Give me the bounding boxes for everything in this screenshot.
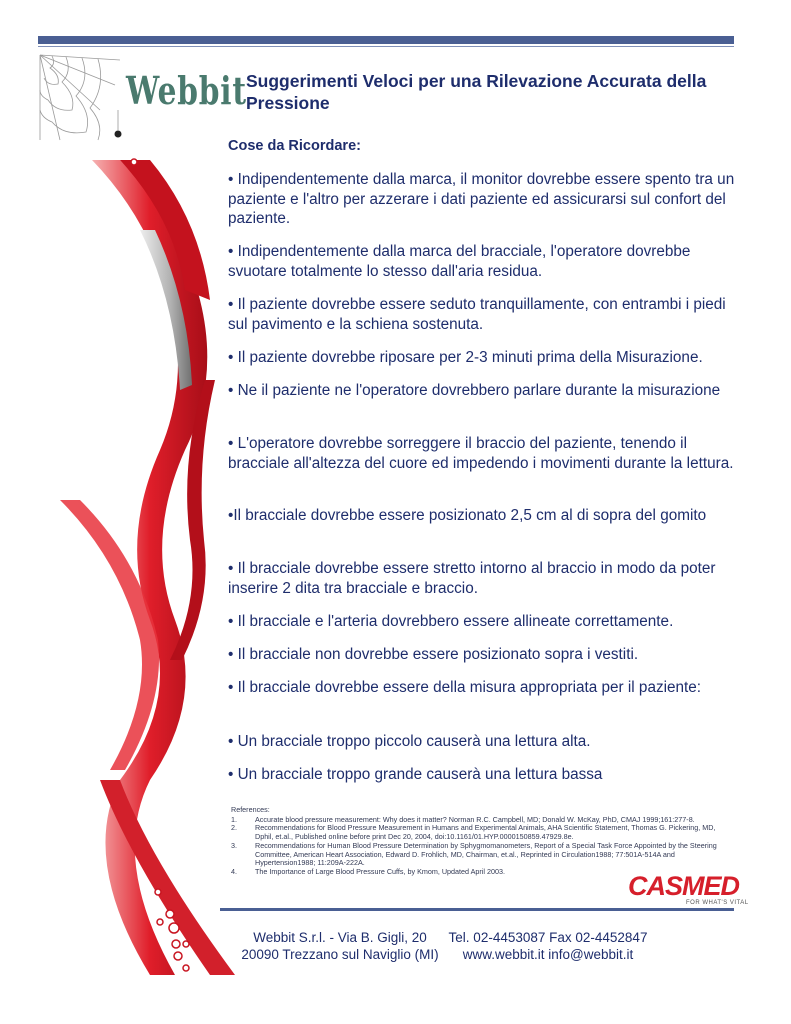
section-subtitle: Cose da Ricordare: [228,138,361,154]
tip-item: • Il bracciale non dovrebbe essere posizionato sopra i vestiti. [228,646,639,663]
footer-web: www.webbit.it info@webbit.it [462,947,634,962]
casmed-wordmark: CASMED [628,871,740,901]
footer-phone: Tel. 02-4453087 Fax 02-4452847 [448,930,648,945]
reference-number: 3. [231,840,237,850]
spider-icon [115,131,122,138]
page-title: Suggerimenti Veloci per una Rilevazione Accurata della Pressione [246,71,707,113]
reference-number: 4. [231,866,237,876]
reference-item [231,824,731,841]
footer-city: 20090 Trezzano sul Naviglio (MI) [241,947,439,962]
tip-item: • Indipendentemente dalla marca, il monitor dovrebbe essere spento tra un paziente e l'altro per azzerare i dati paziente ed assicurarsi sul confort del paziente. [228,171,735,227]
reference-item [231,842,731,868]
tip-item: • Il paziente dovrebbe riposare per 2-3 minuti prima della Misurazione. [228,349,703,366]
tip-item: • Ne il paziente ne l'operatore dovrebbero parlare durante la misurazione [228,382,721,399]
reference-text: Recommendations for Human Blood Pressure Determination by Sphygmomanometers, Report of a Special Task Force Appointed by the Steering Committee, American Heart Association, Edward D. Frohlich, MD, Chairman, et.al., Reprinted in Circulation1988; 77:501A-514A and Hypertension1988; 11:209A-222A. [255,840,717,868]
casmed-logo [628,871,749,906]
tip-item: • Il paziente dovrebbe essere seduto tranquillamente, con entrambi i piedi sul pavimento e la schiena sostenuta. [228,296,726,333]
casmed-tagline: FOR WHAT'S VITAL [686,900,749,906]
reference-number: 2. [231,823,237,833]
tip-item: • Il bracciale dovrebbe essere stretto intorno al braccio in modo da poter inserire 2 dita tra bracciale e braccio. [228,560,716,597]
reference-number: 1. [231,814,237,824]
spider-web-icon [40,55,120,140]
tip-item: • Il bracciale e l'arteria dovrebbero essere allineate correttamente. [228,613,674,630]
reference-text: Recommendations for Blood Pressure Measurement in Humans and Experimental Animals, AHA Scientific Statement, Thomas G. Pickering, MD, Dphil, et.al., Published online before print Dec 20, 2004, doi:10.1161/01.HYP.0000150859.47929.8e. [255,823,716,842]
webbit-logo: Webbit [126,68,247,113]
references-heading: References: [231,805,270,814]
tip-item: • Un bracciale troppo grande causerà una lettura bassa [228,766,603,783]
footer-contacts [448,929,648,963]
reference-text: Accurate blood pressure measurement: Why does it matter? Norman R.C. Campbell, MD; Donald W. McKay, PhD, CMAJ 1999;161:277-8. [255,814,695,824]
footer-company: Webbit S.r.l. - Via B. Gigli, 20 [253,930,427,945]
footer-rule [220,908,734,911]
tip-item: •Il bracciale dovrebbe essere posizionato 2,5 cm al di sopra del gomito [228,507,707,524]
tip-item: • Un bracciale troppo piccolo causerà una lettura alta. [228,733,591,750]
footer-address [240,929,440,963]
tip-item: • Il bracciale dovrebbe essere della misura appropriata per il paziente: [228,679,702,696]
tip-item: • Indipendentemente dalla marca del bracciale, l'operatore dovrebbe svuotare totalmente lo stesso dall'aria residua. [228,243,691,280]
references [231,806,731,877]
reference-text: The Importance of Large Blood Pressure Cuffs, by Kmom, Updated April 2003. [255,866,505,876]
tip-item: • L'operatore dovrebbe sorreggere il braccio del paziente, tenendo il bracciale all'altezza del cuore ed impedendo i movimenti durante la lettura. [228,435,734,472]
ribbon-decoration [0,0,240,1024]
